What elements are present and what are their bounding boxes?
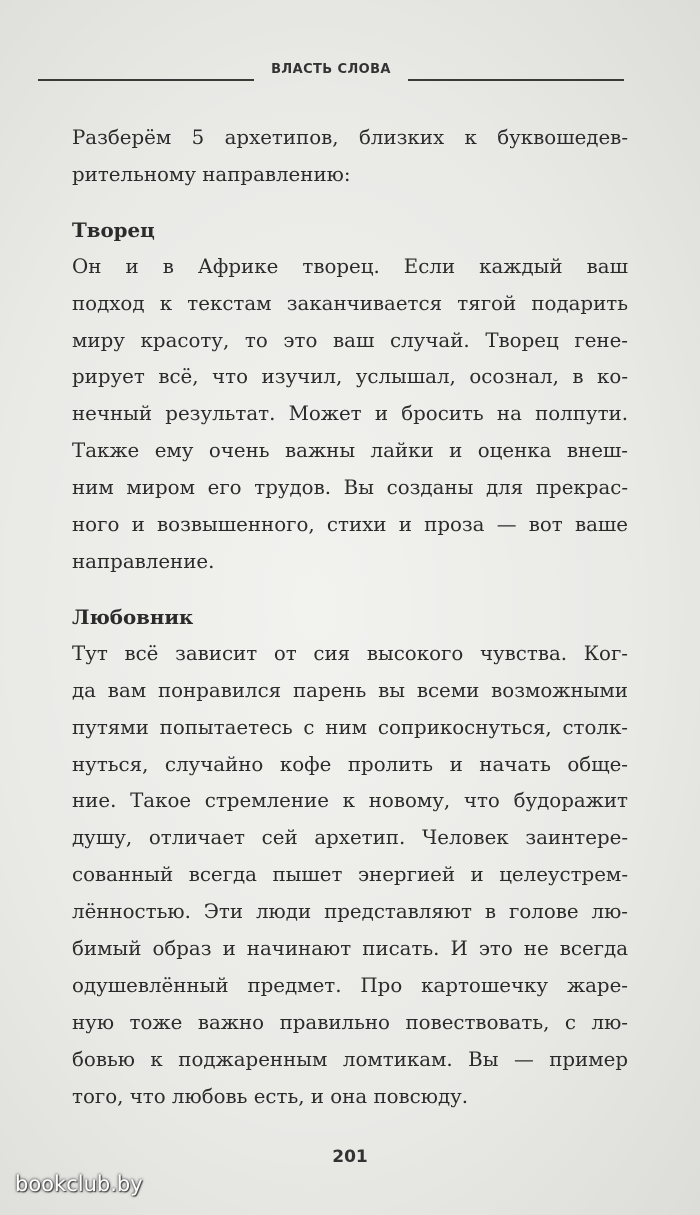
text-line: Также ему очень важны лайки и оценка внеш- [72,439,628,463]
text-line: лённостью. Эти люди представляют в голове лю- [72,900,628,924]
section-heading: Творец [72,217,155,242]
section-creator [72,212,628,581]
text-line: подход к текстам заканчивается тягой подарить [72,291,628,315]
text-line: ние. Такое стремление к новому, что будоражит [72,789,628,813]
text-line: одушевлённый предмет. Про картошечку жаре- [72,973,628,997]
text-line: путями попытаетесь с ним соприкоснуться, столк- [72,715,628,739]
header-rule-left [38,79,254,81]
text-line: душу, отличает сей архетип. Человек заинтере- [72,826,628,850]
page-number: 201 [332,1147,368,1167]
intro-paragraph [72,120,628,194]
text-line: нуться, случайно кофе пролить и начать обще- [72,752,628,776]
text-line: того, что любовь есть, и она повсюду. [72,1084,469,1108]
text-line: ную тоже важно правильно повествовать, с лю- [72,1010,628,1034]
text-line: Тут всё зависит от сия высокого чувства. Ког- [72,641,628,665]
watermark: bookclub.by [15,1172,143,1196]
body-text [72,120,628,1116]
text-line: рирует всё, что изучил, услышал, осознал, в ко- [72,365,628,389]
text-line: нечный результат. Может и бросить на полпути. [72,402,628,426]
text-line: рительному направлению: [72,162,351,186]
section-lover [72,599,628,1116]
text-line: Разберём 5 архетипов, близких к буквошедев- [72,126,628,149]
text-line: Он и в Африке творец. Если каждый ваш [72,254,628,278]
text-line: бовью к поджаренным ломтикам. Вы — пример [72,1047,628,1071]
text-line: сованный всегда пышет энергией и целеустрем- [72,863,628,887]
text-line: ним миром его трудов. Вы созданы для прекрас- [72,476,628,500]
running-header [38,62,624,84]
text-line: направление. [72,549,215,573]
header-rule-right [408,79,624,81]
text-line: миру красоту, то это ваш случай. Творец гене- [72,328,628,352]
text-line: бимый образ и начинают писать. И это не всегда [72,937,628,961]
text-line: да вам понравился парень вы всеми возможными [72,678,628,702]
text-line: ного и возвышенного, стихи и проза — вот ваше [72,513,628,537]
header-title: ВЛАСТЬ СЛОВА [271,62,391,77]
section-heading: Любовник [72,604,194,629]
